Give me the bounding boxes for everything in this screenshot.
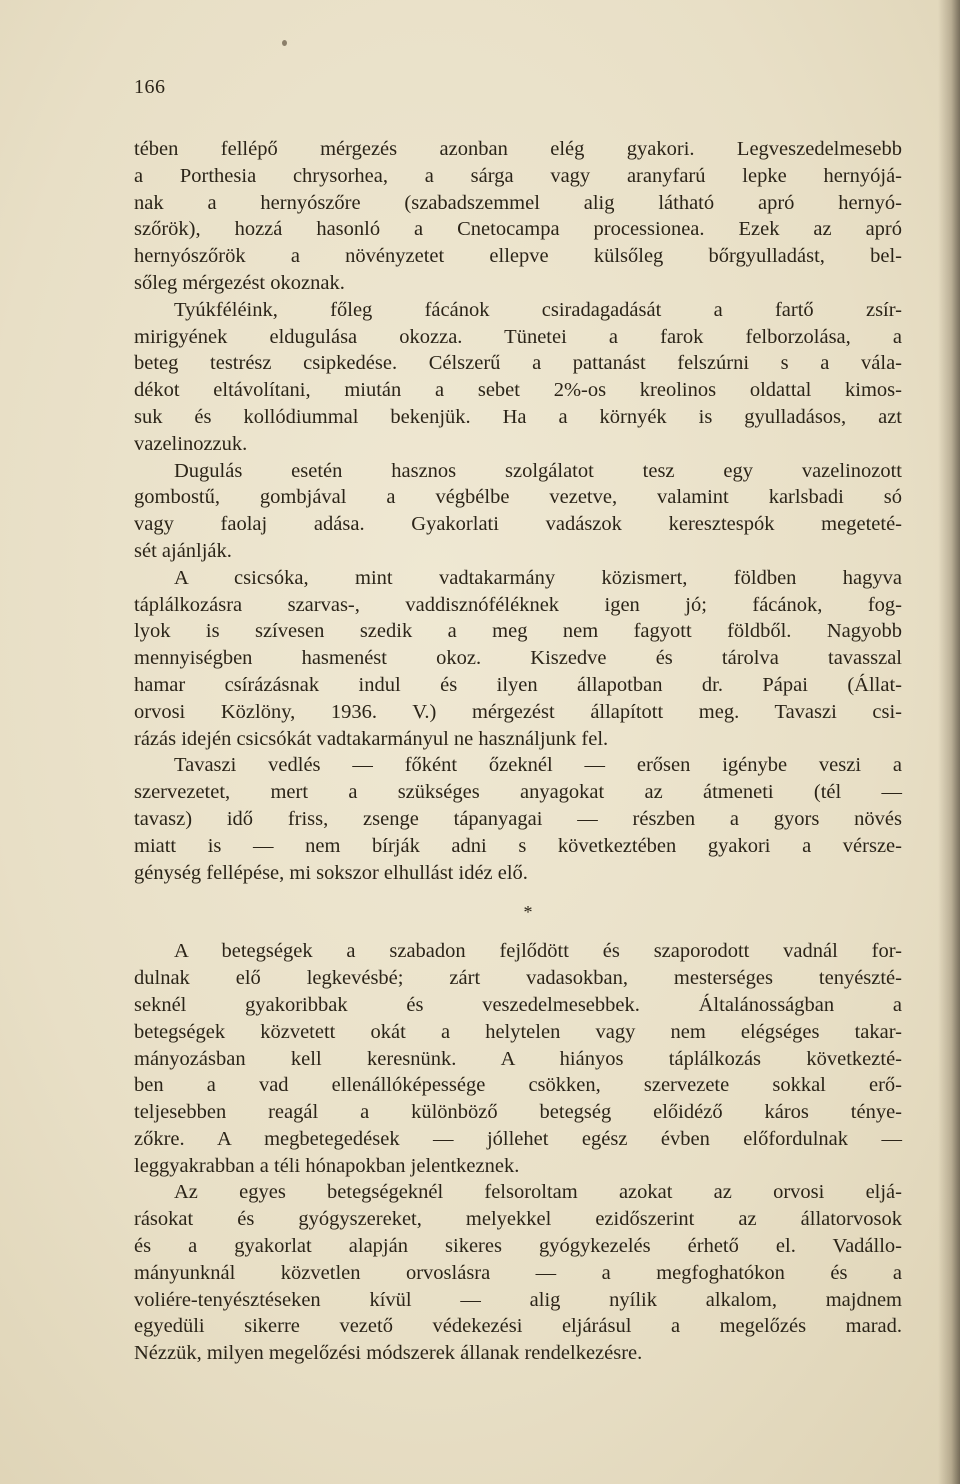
text-line: hamar csírázásnak indul és ilyen állapotban dr. Pápai (Állat- bbox=[134, 673, 902, 696]
text-line: génység fellépése, mi sokszor elhullást idéz elő. bbox=[134, 861, 528, 884]
text-line: Tyúkféléink, főleg fácánok csiradagadását a fartő zsír- bbox=[174, 298, 902, 321]
text-line: táplálkozásra szarvas-, vaddisznóféléknek igen jó; fácánok, fog- bbox=[134, 593, 902, 616]
text-line: Dugulás esetén hasznos szolgálatot tesz egy vazelinozott bbox=[174, 459, 902, 482]
text-line: mányozásban kell keresnünk. A hiányos táplálkozás következté- bbox=[134, 1047, 902, 1070]
paper-speck bbox=[282, 40, 287, 46]
paragraph bbox=[134, 752, 902, 886]
page-number: 166 bbox=[134, 76, 166, 98]
text-line: vagy faolaj adása. Gyakorlati vadászok keresztespók megeteté- bbox=[134, 513, 902, 536]
text-line: mennyiségben hasmenést okoz. Kiszedve és tárolva tavasszal bbox=[134, 647, 902, 670]
book-spine-shadow bbox=[938, 0, 960, 1484]
text-line: egyedüli sikerre vezető védekezési eljárásul a megelőzés marad. bbox=[134, 1315, 902, 1338]
text-line: nak a hernyószőre (szabadszemmel alig látható apró hernyó- bbox=[134, 191, 902, 214]
text-line: A betegségek a szabadon fejlődött és szaporodott vadnál for- bbox=[174, 940, 902, 963]
text-line: leggyakrabban a téli hónapokban jelentkeznek. bbox=[134, 1154, 520, 1177]
text-line: mányunknál közvetlen orvoslásra — a megfoghatókon és a bbox=[134, 1261, 902, 1284]
text-line: Nézzük, milyen megelőzési módszerek állanak rendelkezésre. bbox=[134, 1342, 643, 1365]
text-line: sőleg mérgezést okoznak. bbox=[134, 271, 345, 294]
text-line: hernyószőrök a növényzetet ellepve külsőleg bőrgyulladást, bel- bbox=[134, 245, 902, 268]
body-text bbox=[134, 136, 902, 1367]
paragraph bbox=[134, 136, 902, 297]
text-line: rázás idején csicsókát vadtakarmányul ne használjunk fel. bbox=[134, 727, 609, 750]
text-line: teljesebben reagál a különböző betegség előidéző káros ténye- bbox=[134, 1101, 902, 1124]
paragraph bbox=[134, 458, 902, 565]
text-line: gombostű, gombjával a végbélbe vezetve, valamint karlsbadi só bbox=[134, 486, 902, 509]
text-line: dulnak elő legkevésbé; zárt vadasokban, mesterséges tenyészté- bbox=[134, 967, 902, 990]
text-line: betegségek közvetett okát a helytelen vagy nem elégséges takar- bbox=[134, 1020, 902, 1043]
text-line: tében fellépő mérgezés azonban elég gyakori. Legveszedelmesebb bbox=[134, 138, 902, 160]
text-line: és a gyakorlat alapján sikeres gyógykezelés érhető el. Vadállo- bbox=[134, 1235, 902, 1258]
text-line: suk és kollódiummal bekenjük. Ha a környék is gyulladásos, azt bbox=[134, 405, 902, 428]
text-line: rásokat és gyógyszereket, melyekkel ezidőszerint az állatorvosok bbox=[134, 1208, 902, 1231]
text-line: miatt is — nem bírják adni s következtében gyakori a vérsze- bbox=[134, 834, 902, 857]
paragraph bbox=[134, 297, 902, 458]
text-line: Az egyes betegségeknél felsoroltam azokat az orvosi eljá- bbox=[174, 1181, 902, 1204]
text-line: lyok is szívesen szedik a meg nem fagyott földből. Nagyobb bbox=[134, 620, 902, 643]
text-line: tavasz) idő friss, zsenge tápanyagai — részben a gyors növés bbox=[134, 807, 902, 830]
text-line: vazelinozzuk. bbox=[134, 432, 248, 455]
paragraph bbox=[134, 565, 902, 753]
text-line: a Porthesia chrysorhea, a sárga vagy aranyfarú lepke hernyójá- bbox=[134, 164, 902, 187]
text-line: mirigyének eldugulása okozza. Tünetei a farok felborzolása, a bbox=[134, 325, 902, 348]
text-line: ben a vad ellenállóképessége csökken, szervezete sokkal erő- bbox=[134, 1074, 902, 1097]
text-line: A csicsóka, mint vadtakarmány közismert, földben hagyva bbox=[174, 566, 902, 589]
text-line: zőkre. A megbetegedések — jóllehet egész évben előfordulnak — bbox=[134, 1127, 902, 1150]
text-line: voliére-tenyésztéseken kívül — alig nyílik alkalom, majdnem bbox=[134, 1288, 902, 1311]
text-line: sét ajánlják. bbox=[134, 539, 232, 562]
text-line: beteg testrész csipkedése. Célszerű a pattanást felszúrni s a vála- bbox=[134, 352, 902, 375]
text-line: seknél gyakoribbak és veszedelmesebbek. Általánosságban a bbox=[134, 993, 902, 1016]
section-separator-ornament: * bbox=[523, 902, 533, 923]
text-line: orvosi Közlöny, 1936. V.) mérgezést állapított meg. Tavaszi csi- bbox=[134, 700, 902, 723]
text-line: szőrök), hozzá hasonló a Cnetocampa processionea. Ezek az apró bbox=[134, 218, 902, 241]
paragraph bbox=[134, 938, 902, 1179]
text-line: szervezetet, mert a szükséges anyagokat az átmeneti (tél — bbox=[134, 781, 902, 804]
text-line: dékot eltávolítani, miután a sebet 2%-os kreolinos oldattal kimos- bbox=[134, 379, 902, 402]
text-line: Tavaszi vedlés — főként őzeknél — erősen igénybe veszi a bbox=[174, 754, 902, 777]
paragraph bbox=[134, 1179, 902, 1367]
